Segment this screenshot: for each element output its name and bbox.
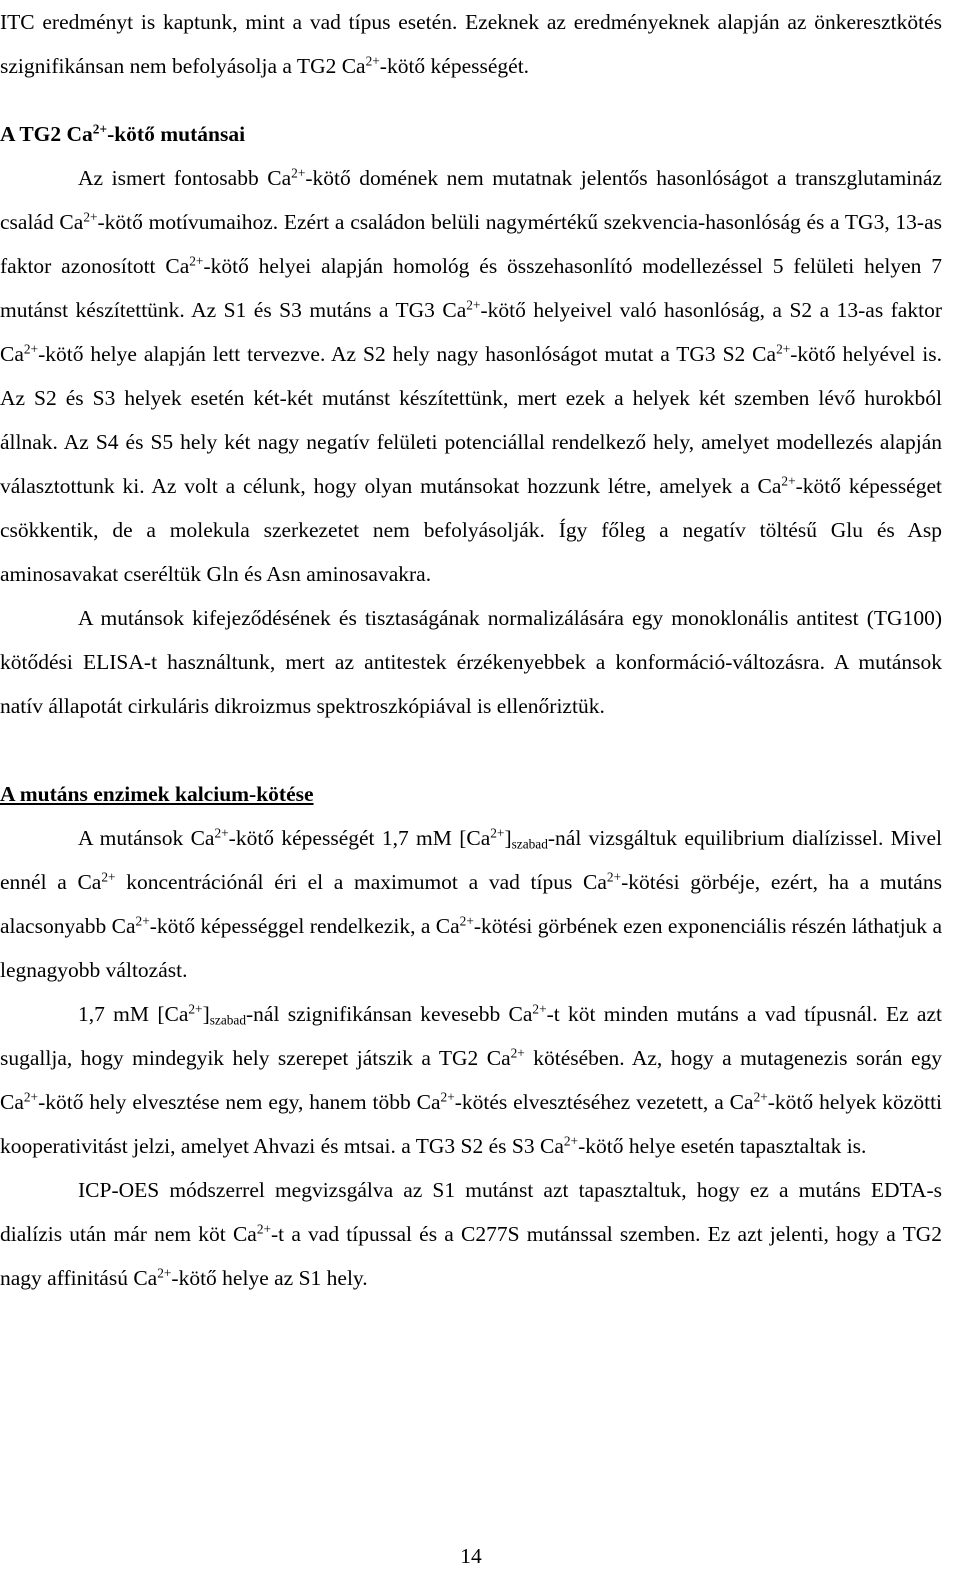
section-heading-binding-mutants: A TG2 $Ca^{2+}$-kötő mutánsai — [0, 121, 246, 146]
icp-oes-paragraph: ICP-OES módszerrel megvizsgálva az S1 mutánst azt tapasztaltuk, hogy ez a mutáns EDTA-s dialízis után már nem köt $Ca^{2+}-t$ a vad típussal és a C277S mutánssal szemben. Ez azt jelenti, hogy a TG2 nagy affinitású $Ca^{2+}$-kötő helye az S1 hely. — [0, 1178, 942, 1290]
cooperativity-paragraph: 1,7 mM $[Ca^{2+}]_{szabad}$-nál szignifikánsan kevesebb $Ca^{2+}-t$ köt minden mutáns a vad típusnál. Ez azt sugallja, hogy mindegyik hely szerepet játszik a TG2 $Ca^{2+}$ kötésében. Az, hogy a mutagenezis során egy $Ca^{2+}$-kötő hely elvesztése nem egy, hanem több $Ca^{2+}$-kötés elvesztéséhez vezetett, a $Ca^{2+}$-kötő helyek közötti kooperativitást jelzi, amelyet Ahvazi és mtsai. a TG3 S2 és S3 $Ca^{2+}$-kötő helye esetén tapasztaltak is. — [0, 1001, 943, 1158]
spacer — [0, 728, 942, 772]
spacer — [0, 88, 942, 112]
section-heading-calcium-binding: A mutáns enzimek kalcium-kötése — [0, 782, 314, 806]
intro-paragraph: ITC eredményt is kaptunk, mint a vad típus esetén. Ezeknek az eredményeknek alapján az önkeresztkötés szignifikánsan nem befolyásolja a TG2 $Ca^{2+}$-kötő képességét. — [0, 10, 942, 78]
mutants-paragraph: Az ismert fontosabb $Ca^{2+}$-kötő domének nem mutatnak jelentős hasonlóságot a transzglutamináz család $Ca^{2+}$-kötő motívumaihoz. Ezért a családon belüli nagymértékű szekvencia-hasonlóság és a TG3, 13-as faktor azonosított $Ca^{2+}$-kötő helyei alapján homológ és összehasonlító modellezéssel 5 felületi helyen 7 mutánst készítettünk. Az S1 és S3 mutáns a TG3 $Ca^{2+}$-kötő helyeivel való hasonlóság, a S2 a 13-as faktor $Ca^{2+}$-kötő helye alapján lett tervezve. Az S2 hely nagy hasonlóságot mutat a TG3 S2 $Ca^{2+}$-kötő helyével is. Az S2 és S3 helyek esetén két-két mutánst készítettünk, mert ezek a helyek két szemben lévő hurokból állnak. Az S4 és S5 hely két nagy negatív felületi potenciállal rendelkező hely, amelyet modellezés alapján választottunk ki. Az volt a célunk, hogy olyan mutánsokat hozzunk létre, amelyek a $Ca^{2+}$-kötő képességet csökkentik, de a molekula szerkezetet nem befolyásolják. Így főleg a negatív töltésű Glu és Asp aminosavakat cseréltük Gln és Asn aminosavakra. — [0, 165, 942, 586]
page-number: 14 — [460, 1544, 482, 1568]
elisa-paragraph: A mutánsok kifejeződésének és tisztaságának normalizálására egy monoklonális antitest (TG100) kötődési ELISA-t használtunk, mert az antitestek érzékenyebbek a konformáció-változásra. A mutánsok natív állapotát cirkuláris dikroizmus spektroszkópiával is ellenőriztük. — [0, 606, 942, 718]
dialysis-paragraph: A mutánsok $Ca^{2+}$-kötő képességét 1,7 mM $[Ca^{2+}]_{szabad}$-nál vizsgáltuk equilibrium dialízissel. Mivel ennél a $Ca^{2+}$ koncentrációnál éri el a maximumot a vad típus $Ca^{2+}$-kötési görbéje, ezért, ha a mutáns alacsonyabb $Ca^{2+}$-kötő képességgel rendelkezik, a $Ca^{2+}$-kötési görbének ezen exponenciális részén láthatjuk a legnagyobb változást. — [0, 825, 942, 982]
